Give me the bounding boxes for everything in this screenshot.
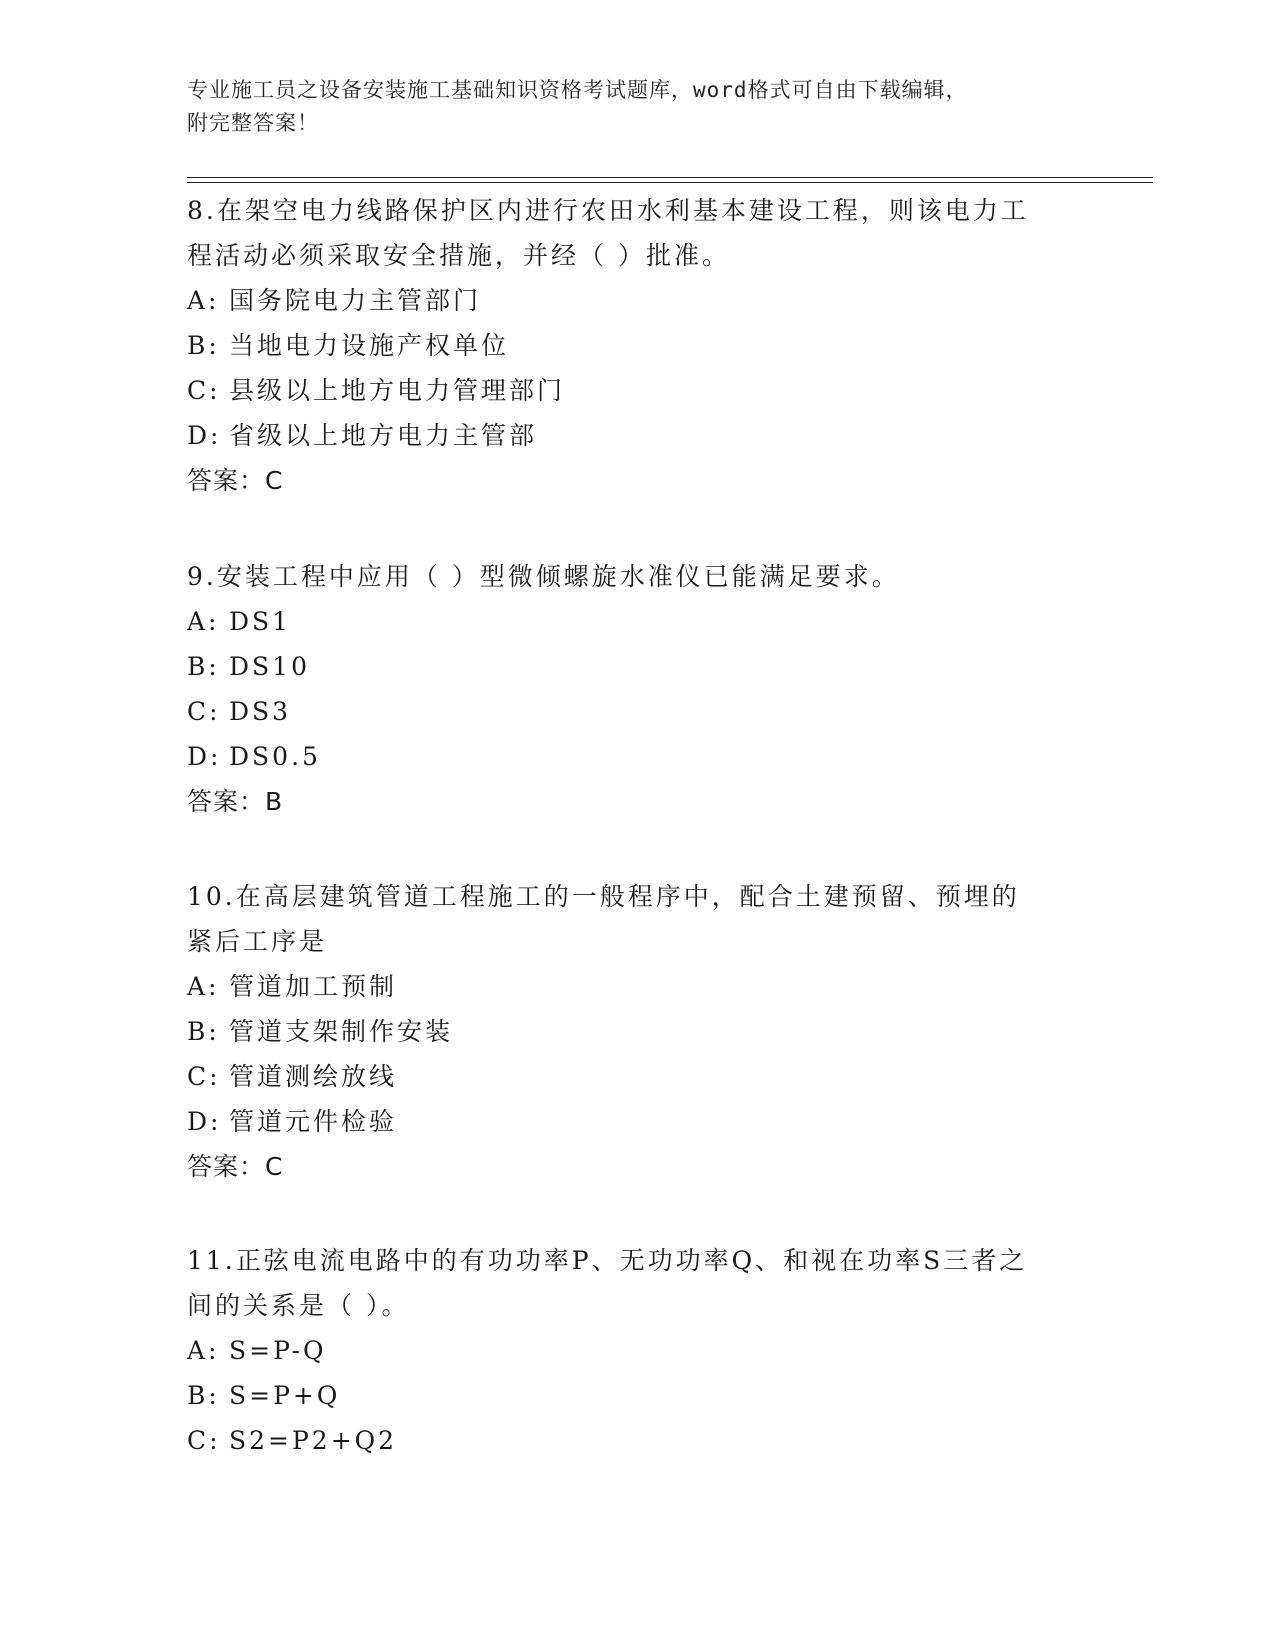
- option-key: A:: [187, 1336, 220, 1365]
- option-c: [187, 1054, 1087, 1099]
- option-d: [187, 413, 1087, 458]
- question-stem: 9.安装工程中应用（ ）型微倾螺旋水准仪已能满足要求。: [187, 562, 900, 591]
- option-text: 当地电力设施产权单位: [229, 331, 510, 360]
- option-text: S2=P2+Q2: [229, 1426, 398, 1455]
- question-stem: 10.在高层建筑管道工程施工的一般程序中，配合土建预留、预埋的紧后工序是: [187, 882, 1020, 956]
- option-key: B:: [187, 1381, 220, 1410]
- option-key: C:: [187, 697, 221, 726]
- question-10: [187, 874, 1087, 1189]
- option-text: S=P+Q: [229, 1381, 341, 1410]
- option-text: DS3: [229, 697, 292, 726]
- question-8: [187, 188, 1087, 503]
- option-key: D:: [187, 421, 222, 450]
- option-key: A:: [187, 972, 220, 1001]
- option-key: D:: [187, 1107, 222, 1136]
- question-stem: 11.正弦电流电路中的有功功率P、无功功率Q、和视在功率S三者之间的关系是（ ）。: [187, 1246, 1028, 1320]
- header-divider-top: [187, 177, 1153, 178]
- option-a: [187, 964, 1087, 1009]
- option-c: [187, 368, 1087, 413]
- option-d: [187, 734, 1087, 779]
- header-line-2: 附完整答案！: [187, 111, 319, 135]
- option-a: [187, 1328, 1087, 1373]
- option-b: [187, 1373, 1087, 1418]
- option-key: C:: [187, 376, 221, 405]
- answer: 答案：C: [187, 1152, 284, 1181]
- option-text: DS1: [229, 607, 292, 636]
- option-text: 国务院电力主管部门: [229, 286, 482, 315]
- question-stem: 8.在架空电力线路保护区内进行农田水利基本建设工程，则该电力工程活动必须采取安全措施，并经（ ）批准。: [187, 196, 1029, 270]
- option-key: A:: [187, 607, 220, 636]
- option-text: S=P-Q: [229, 1336, 327, 1365]
- option-text: 省级以上地方电力主管部: [229, 421, 538, 450]
- header-divider-bottom: [187, 182, 1153, 183]
- option-text: 管道测绘放线: [229, 1062, 398, 1091]
- document-header: [187, 74, 1067, 140]
- header-line-1: 专业施工员之设备安装施工基础知识资格考试题库，word格式可自由下载编辑，: [187, 78, 968, 102]
- option-text: DS10: [229, 652, 310, 681]
- option-d: [187, 1099, 1087, 1144]
- answer: 答案：B: [187, 787, 284, 816]
- option-key: D:: [187, 742, 222, 771]
- option-key: C:: [187, 1426, 221, 1455]
- option-key: B:: [187, 1017, 220, 1046]
- option-text: 县级以上地方电力管理部门: [229, 376, 566, 405]
- option-a: [187, 278, 1087, 323]
- option-text: 管道元件检验: [229, 1107, 398, 1136]
- option-key: C:: [187, 1062, 221, 1091]
- option-b: [187, 323, 1087, 368]
- option-text: 管道加工预制: [229, 972, 398, 1001]
- option-c: [187, 689, 1087, 734]
- option-b: [187, 1009, 1087, 1054]
- option-key: B:: [187, 331, 220, 360]
- option-b: [187, 644, 1087, 689]
- option-text: 管道支架制作安装: [229, 1017, 454, 1046]
- option-key: B:: [187, 652, 220, 681]
- question-9: [187, 554, 1087, 824]
- option-key: A:: [187, 286, 220, 315]
- answer: 答案：C: [187, 466, 284, 495]
- option-a: [187, 599, 1087, 644]
- option-c: [187, 1418, 1087, 1463]
- option-text: DS0.5: [229, 742, 321, 771]
- question-11: [187, 1238, 1087, 1463]
